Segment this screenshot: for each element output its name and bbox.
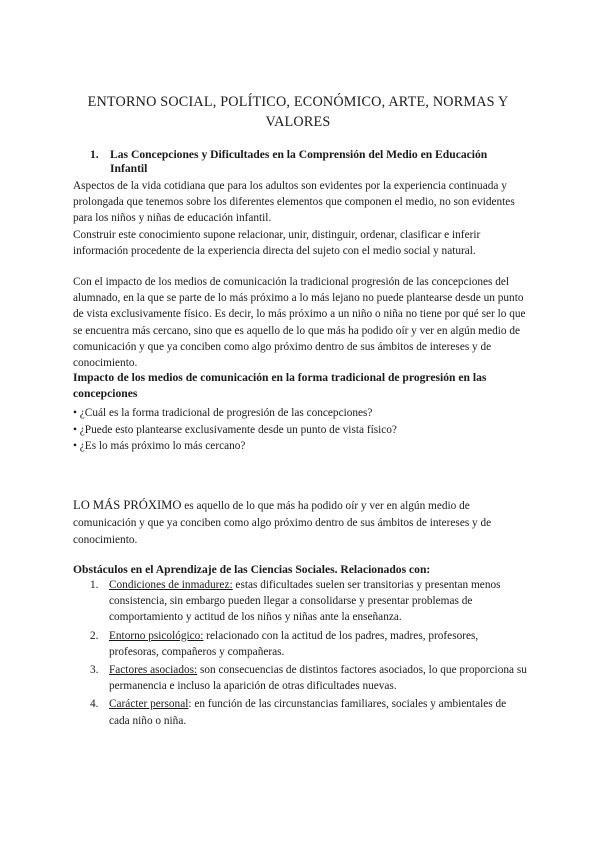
section-heading-text: Las Concepciones y Dificultades en la Comprensión del Medio en Educación Infantil [110, 148, 488, 175]
list-item [73, 577, 528, 626]
list-item: • ¿Cuál es la forma tradicional de progresión de las concepciones? [73, 407, 373, 419]
list-item: • ¿Puede esto plantearse exclusivamente desde un punto de vista físico? [73, 423, 397, 436]
section-heading [90, 148, 530, 176]
item-text: estas dificultades suelen ser transitorias y presentan menos consistencia, sin embargo pueden llegar a consolidarse y presentar problemas de comportamiento y actitud de los niños y niñas ante la enseñanza. [109, 579, 501, 624]
item-text: relacionado con la actitud de los padres, madres, profesores, profesoras, compañeros y compañeras. [109, 629, 479, 658]
item-label: Entorno psicológico: [109, 629, 204, 642]
paragraph-aspects-second: Construir este conocimiento supone relacionar, unir, distinguir, ordenar, clasificar e inferir información procedente de la experiencia directa del sujeto con el medio social y natural. [73, 228, 481, 257]
item-number: 3. [90, 664, 99, 677]
section-number: 1. [90, 148, 99, 161]
paragraph-proximo [73, 497, 528, 549]
proximo-lead: LO MÁS PRÓXIMO [73, 498, 182, 512]
paragraph-aspects [73, 178, 528, 259]
list-item [73, 662, 528, 694]
item-label: Carácter personal [109, 698, 189, 711]
item-number: 1. [90, 579, 99, 591]
obstacles-heading: Obstáculos en el Aprendizaje de las Ciencias Sociales. Relacionados con: [73, 563, 431, 576]
impact-heading: Impacto de los medios de comunicación en la forma tradicional de progresión en las concepciones [73, 371, 487, 400]
item-number: 2. [90, 629, 99, 642]
proximo-text: es aquello de lo que más ha podido oír y ver en algún medio de comunicación y que ya conciben como algo próximo dentro de sus ámbitos de intereses y de conocimiento. [73, 500, 492, 546]
item-text: : en función de las circunstancias familiares, sociales y ambientales de cada niño o niña. [109, 698, 507, 727]
obstacles-list [73, 577, 528, 731]
paragraph-impact: Con el impacto de los medios de comunicación la tradicional progresión de las concepciones del alumnado, en la que se parte de lo más próximo a lo más lejano no puede plantearse desde un punto de vista exclusivamente físico. Es decir, lo más próximo a un niño o niña no tiene por qué ser lo que se encuentra más cercano, sino que es aquello de lo que más ha podido oír y ver en algún medio de comunicación y que ya conciben como algo próximo dentro de sus ámbitos de intereses y de conocimiento. [73, 276, 526, 370]
paragraph-aspects-first: Aspectos de la vida cotidiana que para los adultos son evidentes por la experiencia continuada y prolongada que tenemos sobre los diferentes elementos que componen el medio, no son evidentes para los niños y niñas de educación infantil. [73, 180, 515, 225]
list-item [73, 628, 528, 660]
item-text: son consecuencias de distintos factores asociados, lo que proporciona su permanencia e incluso la aparición de otras dificultades nuevas. [109, 664, 527, 693]
item-number: 4. [90, 698, 99, 711]
item-label: Condiciones de inmadurez: [109, 579, 233, 591]
page-title: ENTORNO SOCIAL, POLÍTICO, ECONÓMICO, ARTE, NORMAS Y VALORES [87, 94, 509, 130]
list-item [73, 696, 528, 728]
question-list [73, 405, 528, 455]
list-item: • ¿Es lo más próximo lo más cercano? [73, 440, 246, 452]
item-label: Factores asociados: [109, 664, 198, 677]
